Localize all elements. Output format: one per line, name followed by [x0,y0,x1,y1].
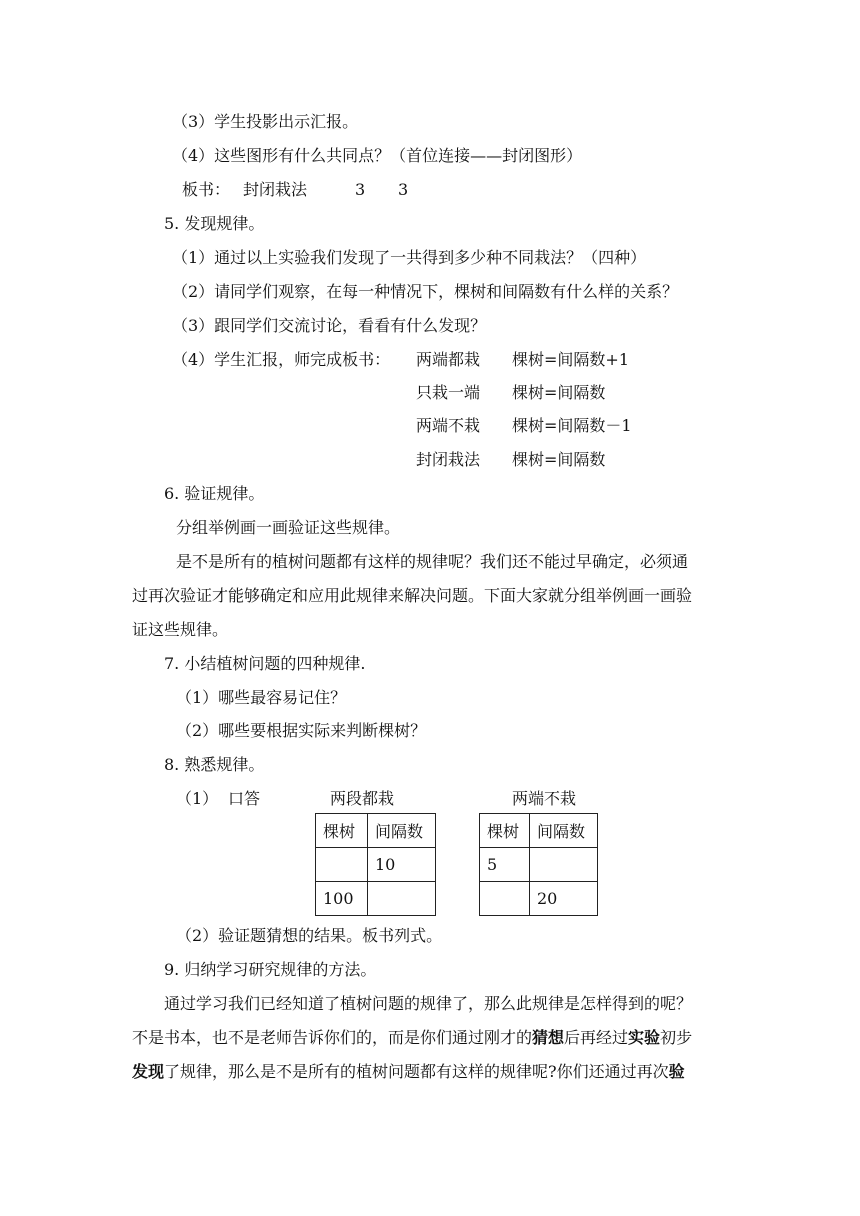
text-line: （2）验证题猜想的结果。板书列式。 [176,926,443,945]
section-heading: 8. 熟悉规律。 [164,755,265,774]
text-run: 了规律，那么是不是所有的植树问题都有这样的规律呢?你们还通过再次 [164,1062,669,1081]
table-header-row [480,814,598,848]
table-cell: 10 [368,848,436,882]
table-caption: 两段都栽 [330,789,395,808]
table-no-ends [479,813,598,916]
text-line: 证这些规律。 [132,620,229,639]
text-line: 3 [355,180,366,199]
table-cell [316,848,368,882]
bold-term: 猜想 [532,1028,565,1047]
table-caption: 两端不栽 [512,789,577,808]
bold-term: 发现 [132,1062,165,1081]
text-line: 板书： [182,180,231,199]
table-row [316,848,436,882]
section-heading: 7. 小结植树问题的四种规律. [164,654,366,673]
rule-formula: 棵树=间隔数－1 [512,416,632,435]
rule-name: 封闭栽法 [416,450,481,469]
text-line [132,1062,685,1082]
table-header-cell: 间隔数 [530,814,598,848]
bold-term: 验 [668,1062,685,1081]
text-line: （3）学生投影出示汇报。 [172,112,359,131]
section-heading: 9. 归纳学习研究规律的方法。 [164,960,377,979]
text-run: 后再经过 [564,1028,629,1047]
text-line: 过再次验证才能够确定和应用此规律来解决问题。下面大家就分组举例画一画验 [132,586,693,605]
table-header-row [316,814,436,848]
rule-formula: 棵树=间隔数+1 [512,350,629,369]
text-line: 封闭栽法 [243,180,308,199]
text-line: 分组举例画一画验证这些规律。 [176,518,401,537]
text-line: 口答 [228,789,261,808]
text-line: 通过学习我们已经知道了植树问题的规律了，那么此规律是怎样得到的呢？ [164,994,693,1013]
rule-name: 两端不栽 [416,416,481,435]
table-header-cell: 棵树 [480,814,530,848]
table-cell: 5 [480,848,530,882]
section-heading: 5. 发现规律。 [164,214,265,233]
text-line: 3 [398,180,409,199]
table-cell [530,848,598,882]
table-cell [368,882,436,916]
text-line: （1）哪些最容易记住？ [176,688,347,707]
bold-term: 实验 [628,1028,661,1047]
text-line: （4）这些图形有什么共同点？（首位连接——封闭图形） [172,146,583,165]
text-run: 初步 [660,1028,693,1047]
table-cell: 20 [530,882,598,916]
rule-name: 只栽一端 [416,383,481,402]
section-heading: 6. 验证规律。 [164,484,265,503]
text-line: （1） [176,789,219,808]
table-header-cell: 间隔数 [368,814,436,848]
table-header-cell: 棵树 [316,814,368,848]
text-line: （3）跟同学们交流讨论，看看有什么发现？ [172,316,487,335]
text-run: 不是书本，也不是老师告诉你们的，而是你们通过刚才的 [132,1028,533,1047]
table-cell: 100 [316,882,368,916]
text-line: （2）哪些要根据实际来判断棵树？ [176,721,427,740]
table-row [316,882,436,916]
table-row [480,848,598,882]
table-both-ends [315,813,436,916]
text-line: （2）请同学们观察，在每一种情况下，棵树和间隔数有什么样的关系？ [172,282,679,301]
text-line [132,1028,692,1048]
text-line: （4）学生汇报，师完成板书： [172,350,391,369]
rule-formula: 棵树=间隔数 [512,450,606,469]
table-cell [480,882,530,916]
rule-name: 两端都栽 [416,350,481,369]
text-line: （1）通过以上实验我们发现了一共得到多少种不同栽法？（四种） [172,248,647,267]
rule-formula: 棵树=间隔数 [512,383,606,402]
text-line: 是不是所有的植树问题都有这样的规律呢？我们还不能过早确定，必须通 [176,552,689,571]
table-row [480,882,598,916]
